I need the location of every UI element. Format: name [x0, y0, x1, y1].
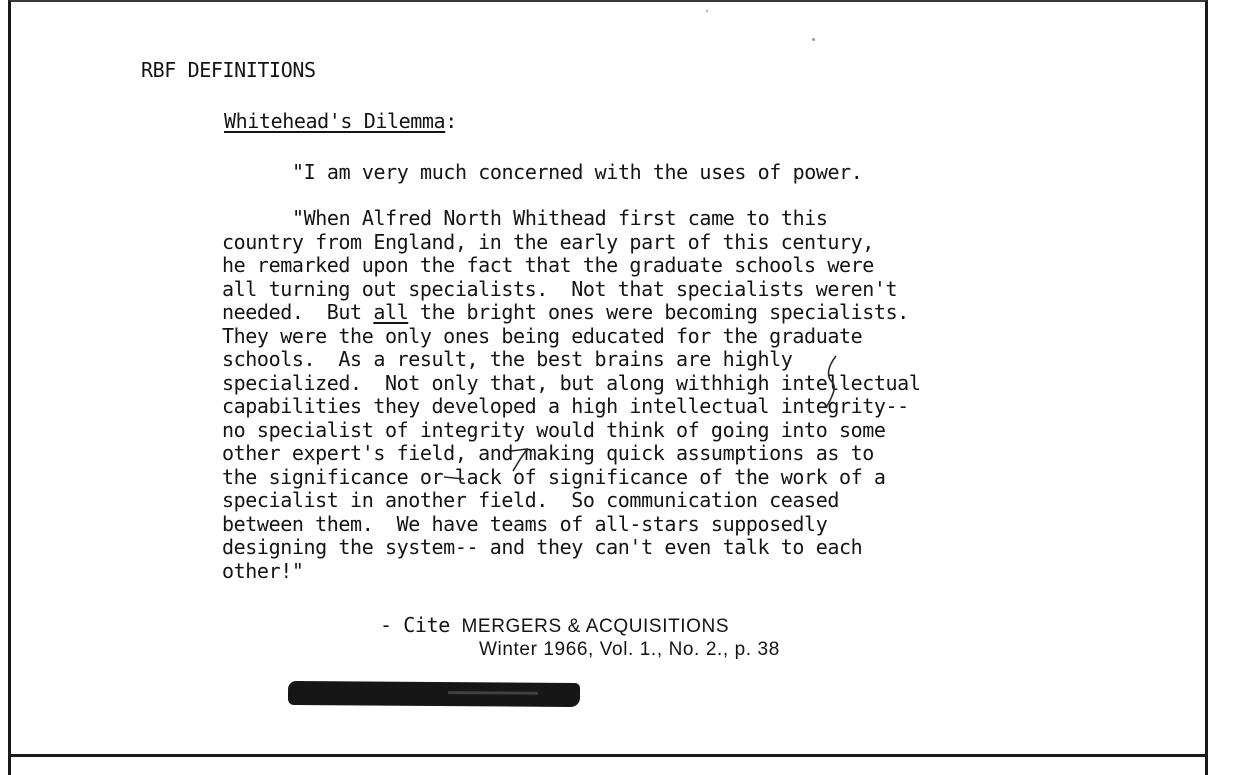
quote-opening-line: "I am very much concerned with the uses of power.: [292, 160, 863, 184]
quote-line: country from England, in the early part of this century,: [222, 229, 874, 254]
quote-line: specialized. Not only that, but along withhigh intellectual: [222, 370, 921, 395]
emphasized-word: all: [373, 300, 409, 324]
redaction-bar: [288, 681, 580, 707]
citation-source: MERGERS & ACQUISITIONS: [461, 616, 730, 637]
quote-line: other expert's field, and making quick assumptions as to: [222, 441, 874, 465]
quote-line: no specialist of integrity would think of going into some: [222, 417, 886, 442]
quote-line: he remarked upon the fact that the graduate schools were: [222, 253, 874, 277]
term-title: Whitehead's Dilemma: [224, 109, 446, 133]
quote-line: They were the only ones being educated for the graduate: [222, 323, 863, 348]
quote-line: other!": [222, 558, 304, 583]
quote-line: specialist in another field. So communication ceased: [222, 488, 839, 512]
citation-line: [380, 614, 729, 639]
quote-line: all turning out specialists. Not that specialists weren't: [222, 276, 898, 301]
scan-speck: [706, 10, 708, 12]
quote-line: schools. As a result, the best brains are highly: [222, 347, 793, 371]
quote-line: the significance or lack of significance of the work of a: [222, 464, 886, 489]
term-heading: [224, 110, 457, 134]
handwritten-separator-mark: [820, 352, 850, 412]
quote-line: capabilities they developed a high intellectual integrity--: [222, 394, 909, 418]
quote-line: "When Alfred North Whithead first came to this: [292, 206, 828, 230]
quote-line: needed. But: [222, 300, 374, 324]
quote-body: [222, 207, 920, 583]
term-colon: :: [445, 109, 457, 133]
quote-line: designing the system-- and they can't even talk to each: [222, 535, 863, 559]
page-heading: RBF DEFINITIONS: [141, 58, 316, 82]
citation-detail: Winter 1966, Vol. 1., No. 2., p. 38: [479, 639, 780, 660]
handwritten-comma-mark: [505, 445, 535, 475]
page-bottom-edge: [8, 757, 1208, 775]
scan-speck: [812, 38, 815, 41]
quote-line: between them. We have teams of all-stars supposedly: [222, 511, 828, 536]
handwritten-correction-mark: [440, 473, 470, 487]
quote-line: the bright ones were becoming specialists.: [408, 300, 909, 324]
citation-prefix: - Cite: [380, 613, 462, 637]
